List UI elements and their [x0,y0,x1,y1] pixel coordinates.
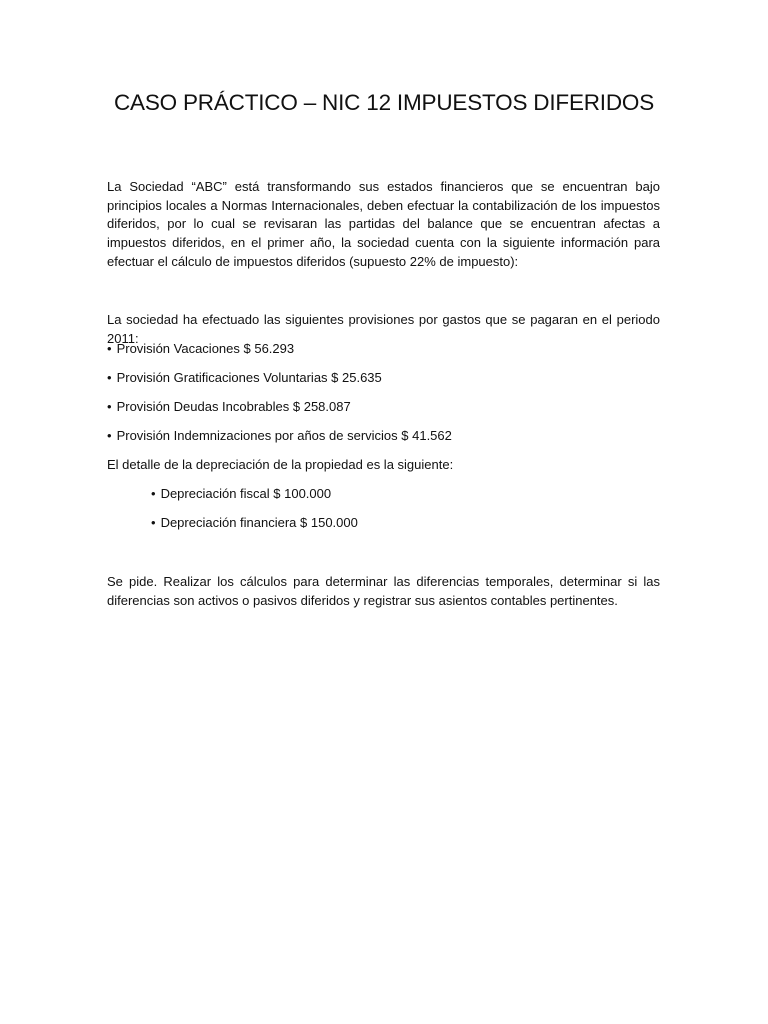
task-paragraph: Se pide. Realizar los cálculos para determinar las diferencias temporales, determinar si las diferencias son activos o pasivos diferidos y registrar sus asientos contables pertinentes. [107,574,660,608]
depreciation-financiera: • Depreciación financiera $ 150.000 [151,514,358,532]
document-title: CASO PRÁCTICO – NIC 12 IMPUESTOS DIFERIDOS [113,90,655,115]
depreciation-fiscal: • Depreciación fiscal $ 100.000 [151,485,331,503]
intro-paragraph: La Sociedad “ABC” está transformando sus estados financieros que se encuentran bajo principios locales a Normas Internacionales, deben efectuar la contabilización de los impuestos diferidos, por lo cual se revisaran las partidas del balance que se encuentran afectas a impuestos diferidos, en el primer año, la sociedad cuenta con la siguiente información para efectuar el cálculo de impuestos diferidos (supuesto 22% de impuesto): [107,179,660,269]
provision-gratificaciones: • Provisión Gratificaciones Voluntarias $ 25.635 [107,369,382,387]
provision-indemnizaciones: • Provisión Indemnizaciones por años de servicios $ 41.562 [107,427,452,445]
depreciation-lead: El detalle de la depreciación de la propiedad es la siguiente: [107,457,454,472]
provision-deudas-incobrables: • Provisión Deudas Incobrables $ 258.087 [107,398,351,416]
provision-vacaciones: • Provisión Vacaciones $ 56.293 [107,340,294,358]
provisions-lead: La sociedad ha efectuado las siguientes provisiones por gastos que se pagaran en el periodo 2011: [107,312,660,346]
